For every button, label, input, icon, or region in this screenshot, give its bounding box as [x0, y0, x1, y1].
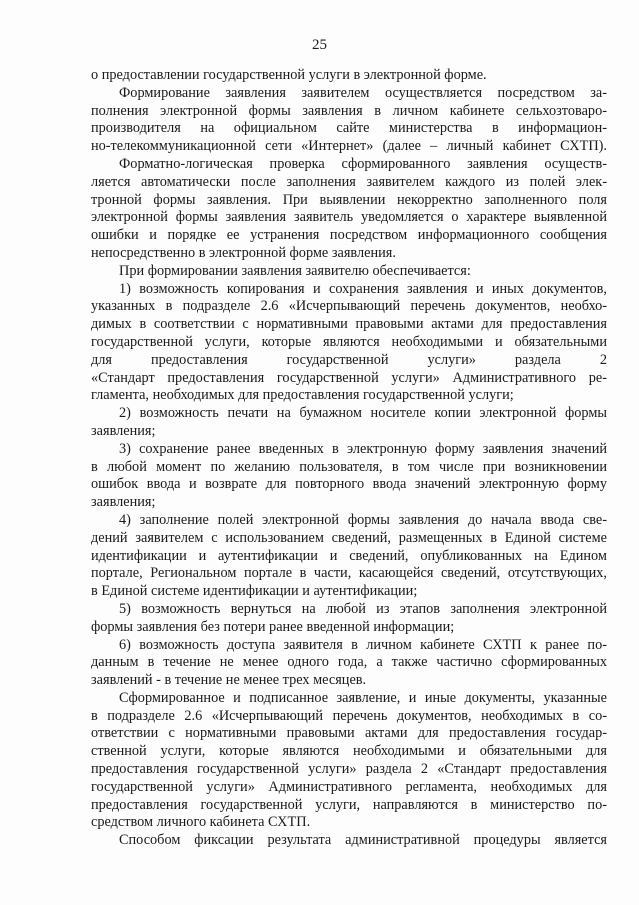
text-line: 4) заполнение полей электронной формы заявления до начала ввода све- [119, 511, 607, 528]
text-line: в Единой системе идентификации и аутентификации; [91, 583, 418, 600]
document-body [91, 67, 607, 850]
text-line: в любой момент по желанию пользователя, в том числе при возникновении [91, 458, 607, 475]
text-line: в подразделе 2.6 «Исчерпывающий перечень документов, необходимых в со- [91, 707, 607, 724]
text-line: средством личного кабинета СХТП. [91, 814, 311, 831]
text-line: но-телекоммуникационной сети «Интернет» (далее – личный кабинет СХТП). [91, 138, 607, 155]
text-line: заявления; [91, 494, 156, 511]
text-line: заявлений - в течение не менее трех месяцев. [91, 672, 367, 689]
text-line: димых в соответствии с нормативными правовыми актами для предоставления [91, 316, 607, 333]
text-line: данным в течение не менее одного года, а также частично сформированных [91, 654, 607, 671]
text-line: ошибки и порядке ее устранения посредством информационного сообщения [91, 227, 607, 244]
text-line: ответствии с нормативными правовыми актами для предоставления государ- [91, 725, 607, 742]
text-line: предоставления государственной услуги, направляются в министерство по- [91, 796, 607, 813]
text-line: Формирование заявления заявителем осуществляется посредством за- [119, 84, 607, 101]
text-line: заявления; [91, 422, 156, 439]
text-line: ляется автоматически после заполнения заявителем каждого из полей элек- [91, 173, 607, 190]
text-line: о предоставлении государственной услуги в электронной форме. [91, 67, 487, 83]
text-line: для предоставления государственной услуги» раздела 2 [91, 351, 607, 368]
text-line: полнения электронной формы заявления в личном кабинете сельхозтоваро- [91, 102, 607, 119]
text-line: идентификации и аутентификации и сведений, опубликованных на Едином [91, 547, 607, 564]
text-line: тронной формы заявления. При выявлении некорректно заполненного поля [91, 191, 607, 208]
text-line: электронной формы заявления заявитель уведомляется о характере выявленной [91, 209, 607, 226]
text-line: предоставления государственной услуги» раздела 2 «Стандарт предоставления [91, 761, 607, 778]
text-line: 3) сохранение ранее введенных в электронную форму заявления значений [119, 440, 607, 457]
text-line: портале, Региональном портале в части, касающейся сведений, отсутствующих, [91, 565, 607, 582]
text-line: дений заявителем с использованием сведений, размещенных в Единой системе [91, 529, 607, 546]
text-line: ственной услуги, которые являются необходимыми и обязательными для [91, 743, 607, 760]
text-line: 6) возможность доступа заявителя в личном кабинете СХТП к ранее по- [119, 636, 607, 653]
text-line: При формировании заявления заявителю обеспечивается: [119, 262, 471, 279]
page-number: 25 [312, 37, 327, 53]
text-line: указанных в подразделе 2.6 «Исчерпывающий перечень документов, необхо- [91, 298, 607, 315]
text-line: формы заявления без потери ранее введенной информации; [91, 618, 455, 635]
text-line: производителя на официальном сайте министерства в информацион- [91, 120, 607, 137]
text-line: Сформированное и подписанное заявление, и иные документы, указанные [119, 689, 607, 706]
text-line: Форматно-логическая проверка сформированного заявления осуществ- [119, 155, 607, 172]
text-line: гламента, необходимых для предоставления государственной услуги; [91, 387, 514, 404]
text-line: 2) возможность печати на бумажном носителе копии электронной формы [119, 405, 607, 422]
text-line: государственной услуги, которые являются необходимыми и обязательными [91, 333, 607, 350]
text-line: 5) возможность вернуться на любой из этапов заполнения электронной [119, 600, 607, 617]
text-line: 1) возможность копирования и сохранения заявления и иных документов, [119, 280, 607, 297]
text-line: Способом фиксации результата административной процедуры является [119, 832, 607, 849]
text-line: «Стандарт предоставления государственной услуги» Административного ре- [91, 369, 607, 386]
text-line: государственной услуги» Административного регламента, необходимых для [91, 778, 607, 795]
text-line: ошибок ввода и возврате для повторного ввода значений электронную форму [91, 476, 607, 493]
text-line: непосредственно в электронной форме заявления. [91, 244, 396, 261]
